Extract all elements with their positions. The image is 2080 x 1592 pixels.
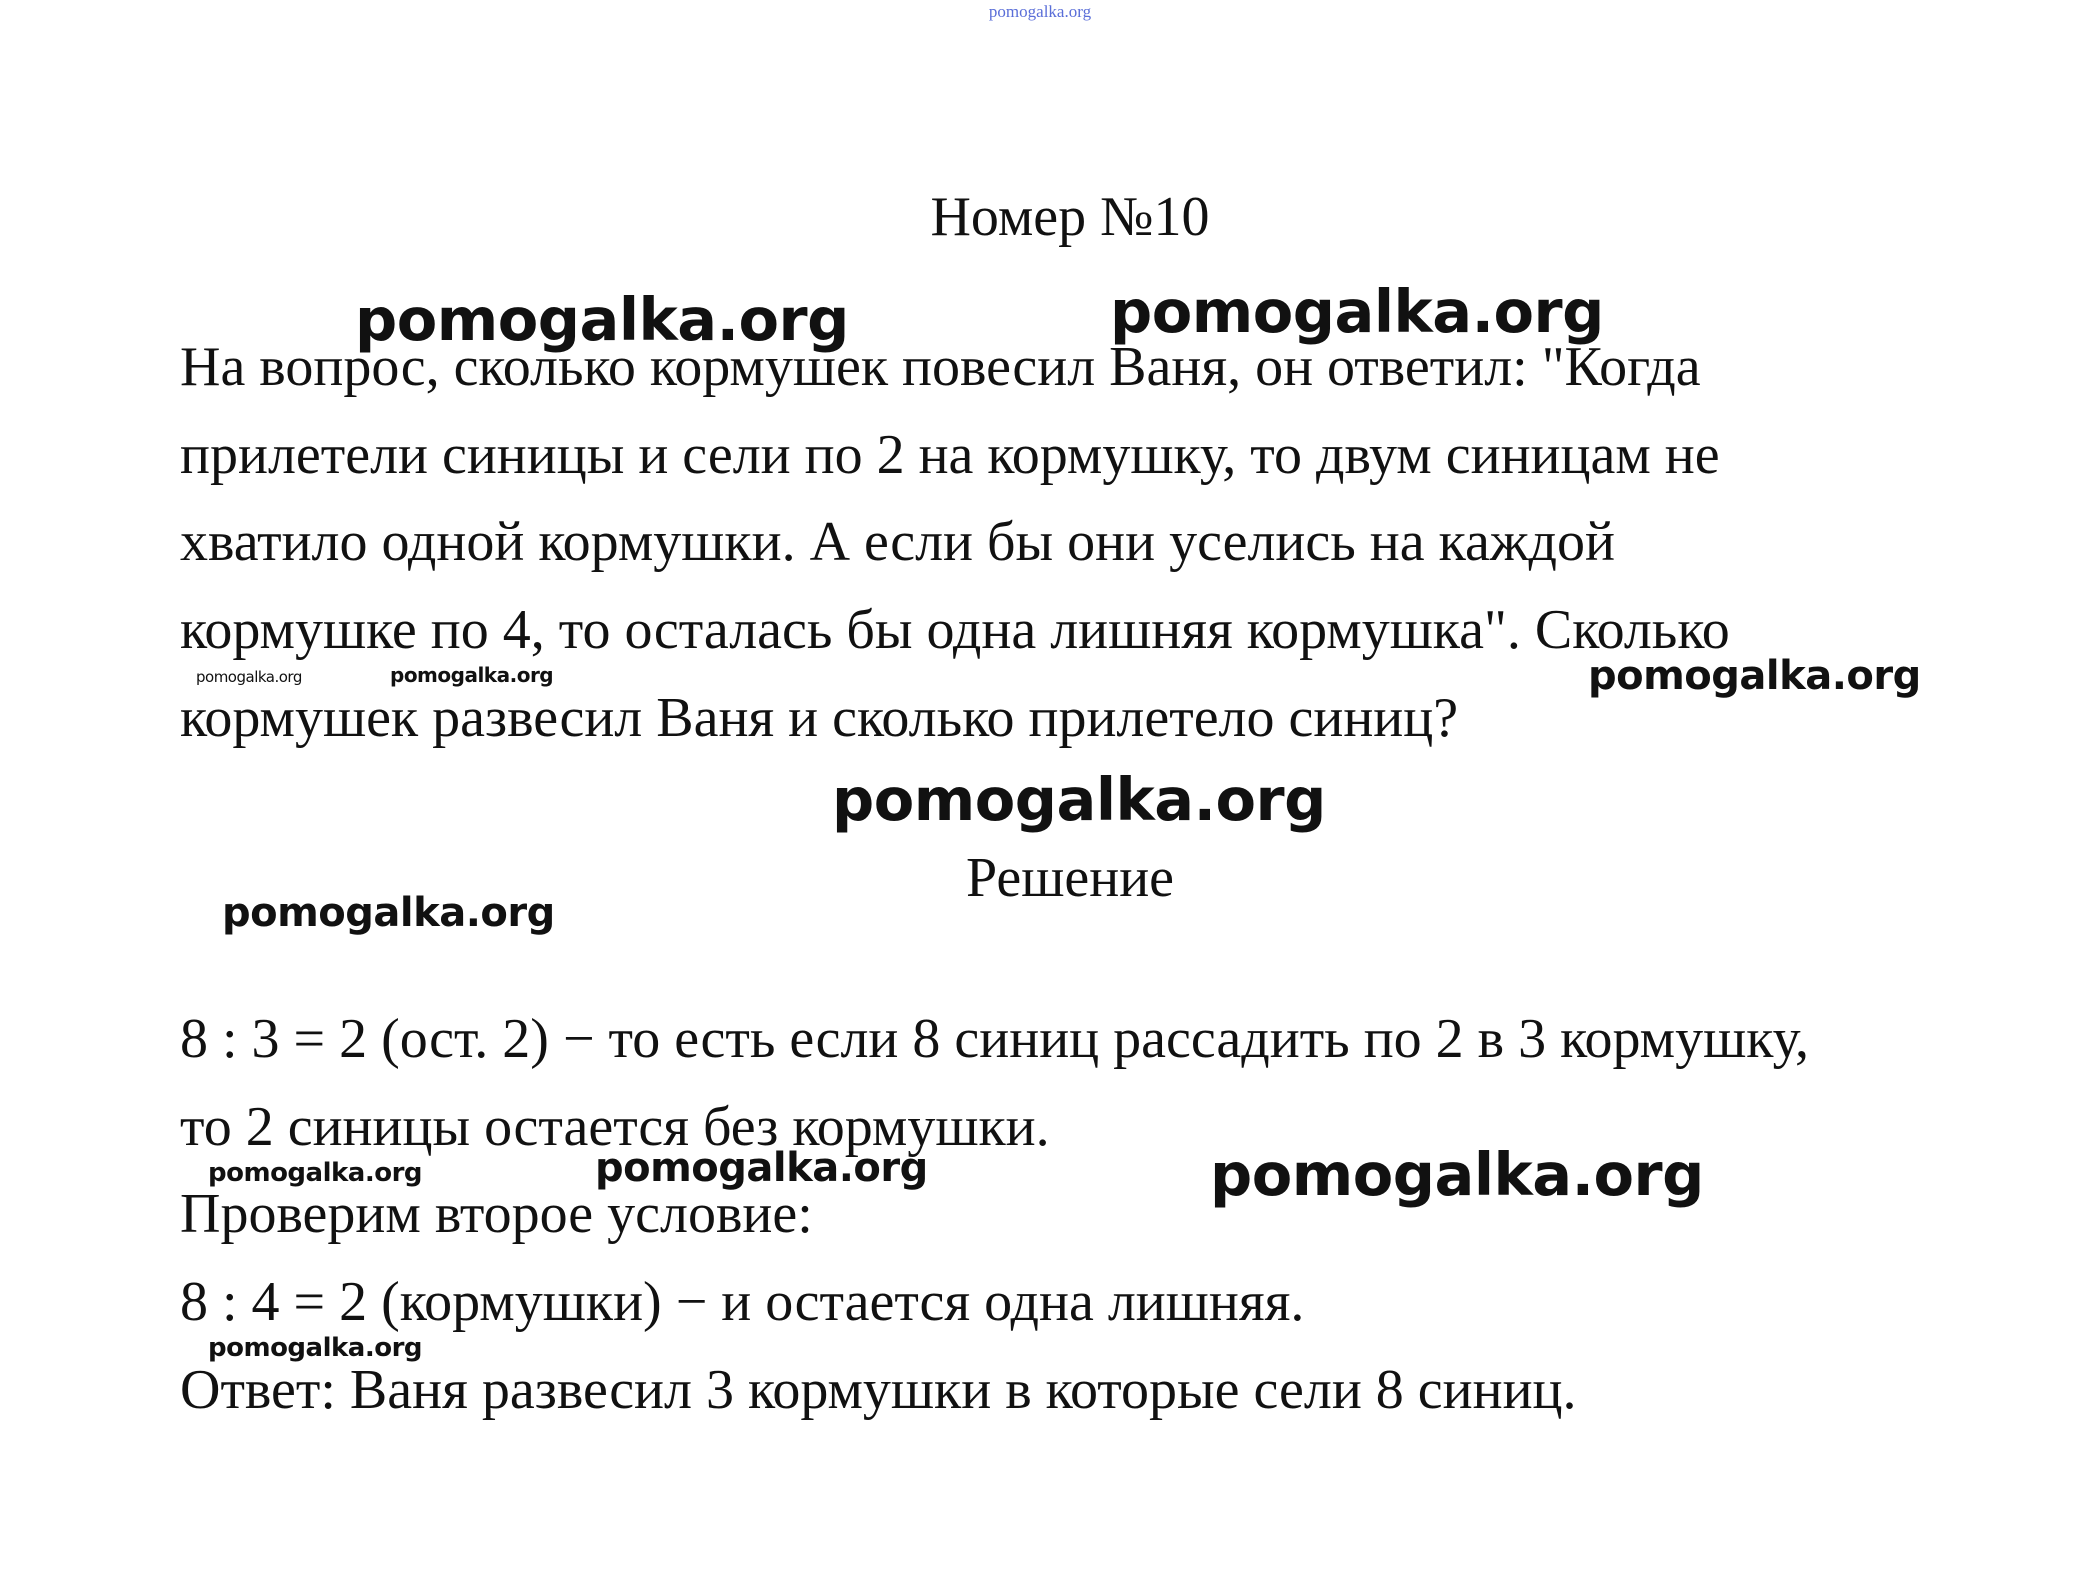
watermark-text: pomogalka.org <box>222 890 555 936</box>
problem-line: кормушек развесил Ваня и сколько прилетело синиц? <box>180 687 1459 749</box>
watermark-text: pomogalka.org <box>1588 653 1921 699</box>
problem-line: На вопрос, сколько кормушек повесил Ваня, он ответил: "Когда <box>180 336 1701 398</box>
watermark-text: pomogalka.org <box>1110 277 1604 346</box>
problem-line: прилетели синицы и сели по 2 на кормушку, то двум синицам не <box>180 424 1720 486</box>
watermark-text: pomogalka.org <box>196 668 302 686</box>
solution-line: Проверим второе условие: <box>180 1183 813 1245</box>
watermark-text: pomogalka.org <box>832 765 1326 834</box>
page-title: Номер №10 <box>930 186 1210 248</box>
answer-line: Ответ: Ваня развесил 3 кормушки в которые сели 8 синиц. <box>180 1359 1577 1421</box>
problem-line: хватило одной кормушки. А если бы они уселись на каждой <box>180 511 1615 573</box>
solution-line: то 2 синицы остается без кормушки. <box>180 1096 1050 1158</box>
watermark-text: pomogalka.org <box>208 1333 423 1363</box>
watermark-text: pomogalka.org <box>355 285 849 354</box>
watermark-text: pomogalka.org <box>595 1145 928 1191</box>
watermark-text: pomogalka.org <box>1210 1140 1704 1209</box>
watermark-text: pomogalka.org <box>208 1158 423 1188</box>
problem-line: кормушке по 4, то осталась бы одна лишняя кормушка". Сколько <box>180 599 1730 661</box>
solution-heading: Решение <box>965 847 1175 909</box>
watermark-text: pomogalka.org <box>390 663 554 687</box>
top-watermark-text: pomogalka.org <box>988 2 1092 21</box>
solution-line: 8 : 3 = 2 (ост. 2) − то есть если 8 синиц рассадить по 2 в 3 кормушку, <box>180 1008 1810 1070</box>
solution-line: 8 : 4 = 2 (кормушки) − и остается одна лишняя. <box>180 1271 1305 1333</box>
